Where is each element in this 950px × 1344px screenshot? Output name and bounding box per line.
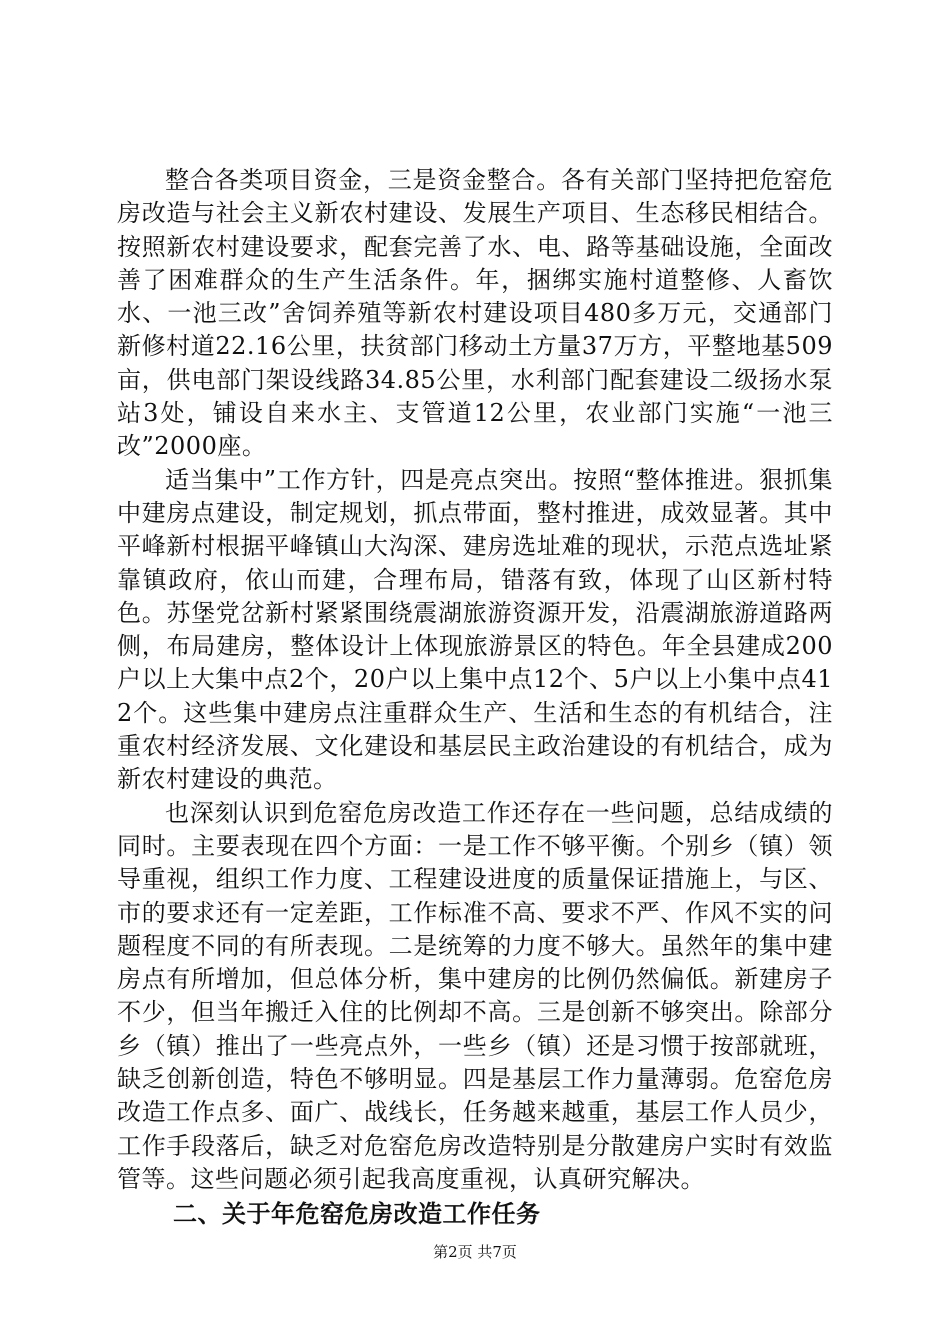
page-footer: 第2页 共7页 xyxy=(433,1243,517,1261)
paragraph-problems: 也深刻认识到危窑危房改造工作还存在一些问题，总结成绩的同时。主要表现在四个方面：一是工作不够平衡。个别乡（镇）领导重视，组织工作力度、工程建设进度的质量保证措施上，与区、市的要求还有一定差距，工作标准不高、要求不严、作风不实的问题程度不同的有所表现。二是统筹的力度不够大。虽然年的集中建房点有所增加，但总体分析，集中建房的比例仍然偏低。新建房子不少，但当年搬迁入住的比例却不高。三是创新不够突出。除部分乡（镇）推出了一些亮点外，一些乡（镇）还是习惯于按部就班，缺乏创新创造，特色不够明显。四是基层工作力量薄弱。危窑危房改造工作点多、面广、战线长，任务越来越重，基层工作人员少，工作手段落后，缺乏对危窑危房改造特别是分散建房户实时有效监管等。这些问题必须引起我高度重视，认真研究解决。 xyxy=(117,798,833,1193)
document-body xyxy=(117,164,833,1232)
paragraph-funding-integration: 整合各类项目资金，三是资金整合。各有关部门坚持把危窑危房改造与社会主义新农村建设、发展生产项目、生态移民相结合。按照新农村建设要求，配套完善了水、电、路等基础设施，全面改善了困难群众的生产生活条件。年，捆绑实施村道整修、人畜饮水、一池三改”舍饲养殖等新农村建设项目480多万元，交通部门新修村道22.16公里，扶贫部门移动土方量37万方，平整地基509亩，供电部门架设线路34.85公里，水利部门配套建设二级扬水泵站3处，铺设自来水主、支管道12公里，农业部门实施“一池三改”2000座。 xyxy=(117,166,833,461)
paragraph-highlights: 适当集中”工作方针，四是亮点突出。按照“整体推进。狠抓集中建房点建设，制定规划，抓点带面，整村推进，成效显著。其中平峰新村根据平峰镇山大沟深、建房选址难的现状，示范点选址紧靠镇政府，依山而建，合理布局，错落有致，体现了山区新村特色。苏堡党岔新村紧紧围绕震湖旅游资源开发，沿震湖旅游道路两侧，布局建房，整体设计上体现旅游景区的特色。年全县建成200户以上大集中点2个，20户以上集中点12个、5户以上小集中点412个。这些集中建房点注重群众生产、生活和生态的有机结合，注重农村经济发展、文化建设和基层民主政治建设的有机结合，成为新农村建设的典范。 xyxy=(117,465,833,794)
section-heading: 二、关于年危窑危房改造工作任务 xyxy=(173,1200,541,1229)
